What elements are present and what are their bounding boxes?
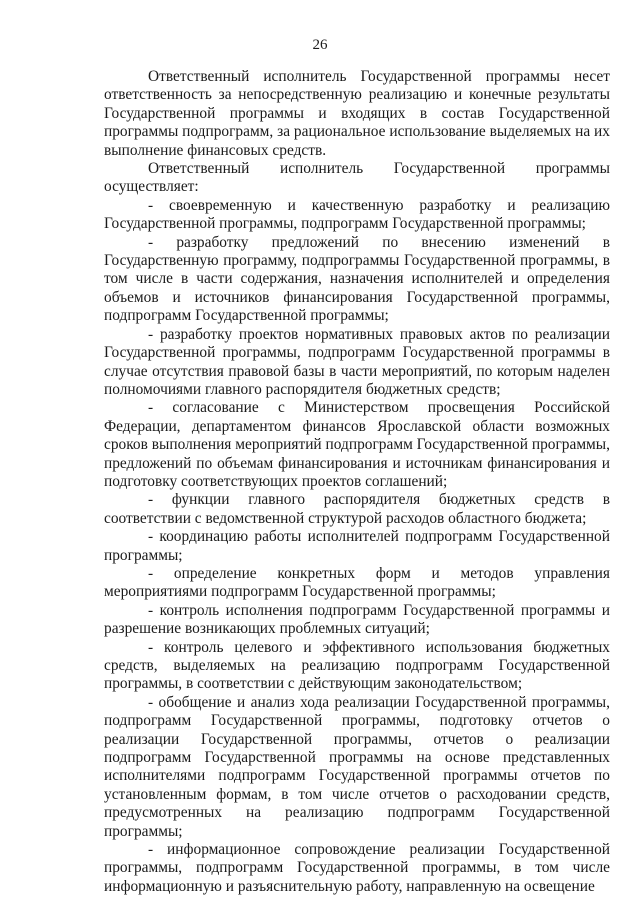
list-item: - координацию работы исполнителей подпрограмм Государственной программы;: [104, 528, 610, 564]
list-item: - разработку предложений по внесению изменений в Государственную программу, подпрограммы Государственной программы, в том числе в части содержания, назначения исполнителей и определения объемов и источников финансирования Государственной программы, подпрограмм Государственной программы;: [104, 233, 610, 325]
page-number: 26: [312, 37, 328, 53]
list-item: - обобщение и анализ хода реализации Государственной программы, подпрограмм Государственной программы, подготовку отчетов о реализации Государственной программы, отчетов о реализации подпрограмм Государственной программы на основе представленных исполнителями подпрограмм Государственной программы отчетов по установленным формам, в том числе отчетов о расходовании средств, предусмотренных на реализацию подпрограмм Государственной программы;: [104, 693, 610, 840]
paragraph-performs: Ответственный исполнитель Государственной программы осуществляет:: [104, 160, 610, 196]
document-body: [104, 68, 610, 896]
list-item: - разработку проектов нормативных правовых актов по реализации Государственной программы, подпрограмм Государственной программы в случае отсутствия правовой базы в части мероприятий, по которым наделен полномочиями главного распорядителя бюджетных средств;: [104, 325, 610, 398]
list-item: - своевременную и качественную разработку и реализацию Государственной программы, подпрограмм Государственной программы;: [104, 196, 610, 233]
list-item: - определение конкретных форм и методов управления мероприятиями подпрограмм Государственной программы;: [104, 564, 610, 601]
paragraph-responsibility: Ответственный исполнитель Государственной программы несет ответственность за непосредственную реализацию и конечные результаты Государственной программы и входящих в состав Государственной программы подпрограмм, за рациональное использование выделяемых на их выполнение финансовых средств.: [104, 68, 610, 159]
list-item: - функции главного распорядителя бюджетных средств в соответствии с ведомственной структурой расходов областного бюджета;: [104, 491, 610, 527]
list-item: - контроль целевого и эффективного использования бюджетных средств, выделяемых на реализацию подпрограмм Государственной программы, в соответствии с действующим законодательством;: [104, 638, 610, 693]
list-item: - согласование с Министерством просвещения Российской Федерации, департаментом финансов Ярославской области возможных сроков выполнения мероприятий подпрограмм Государственной программы, предложений по объемам финансирования и источникам финансирования и подготовку соответствующих проектов соглашений;: [104, 399, 610, 490]
list-item: - информационное сопровождение реализации Государственной программы, подпрограмм Государственной программы, в том числе информационную и разъяснительную работу, направленную на освещение: [104, 841, 610, 895]
list-item: - контроль исполнения подпрограмм Государственной программы и разрешение возникающих проблемных ситуаций;: [104, 601, 610, 638]
